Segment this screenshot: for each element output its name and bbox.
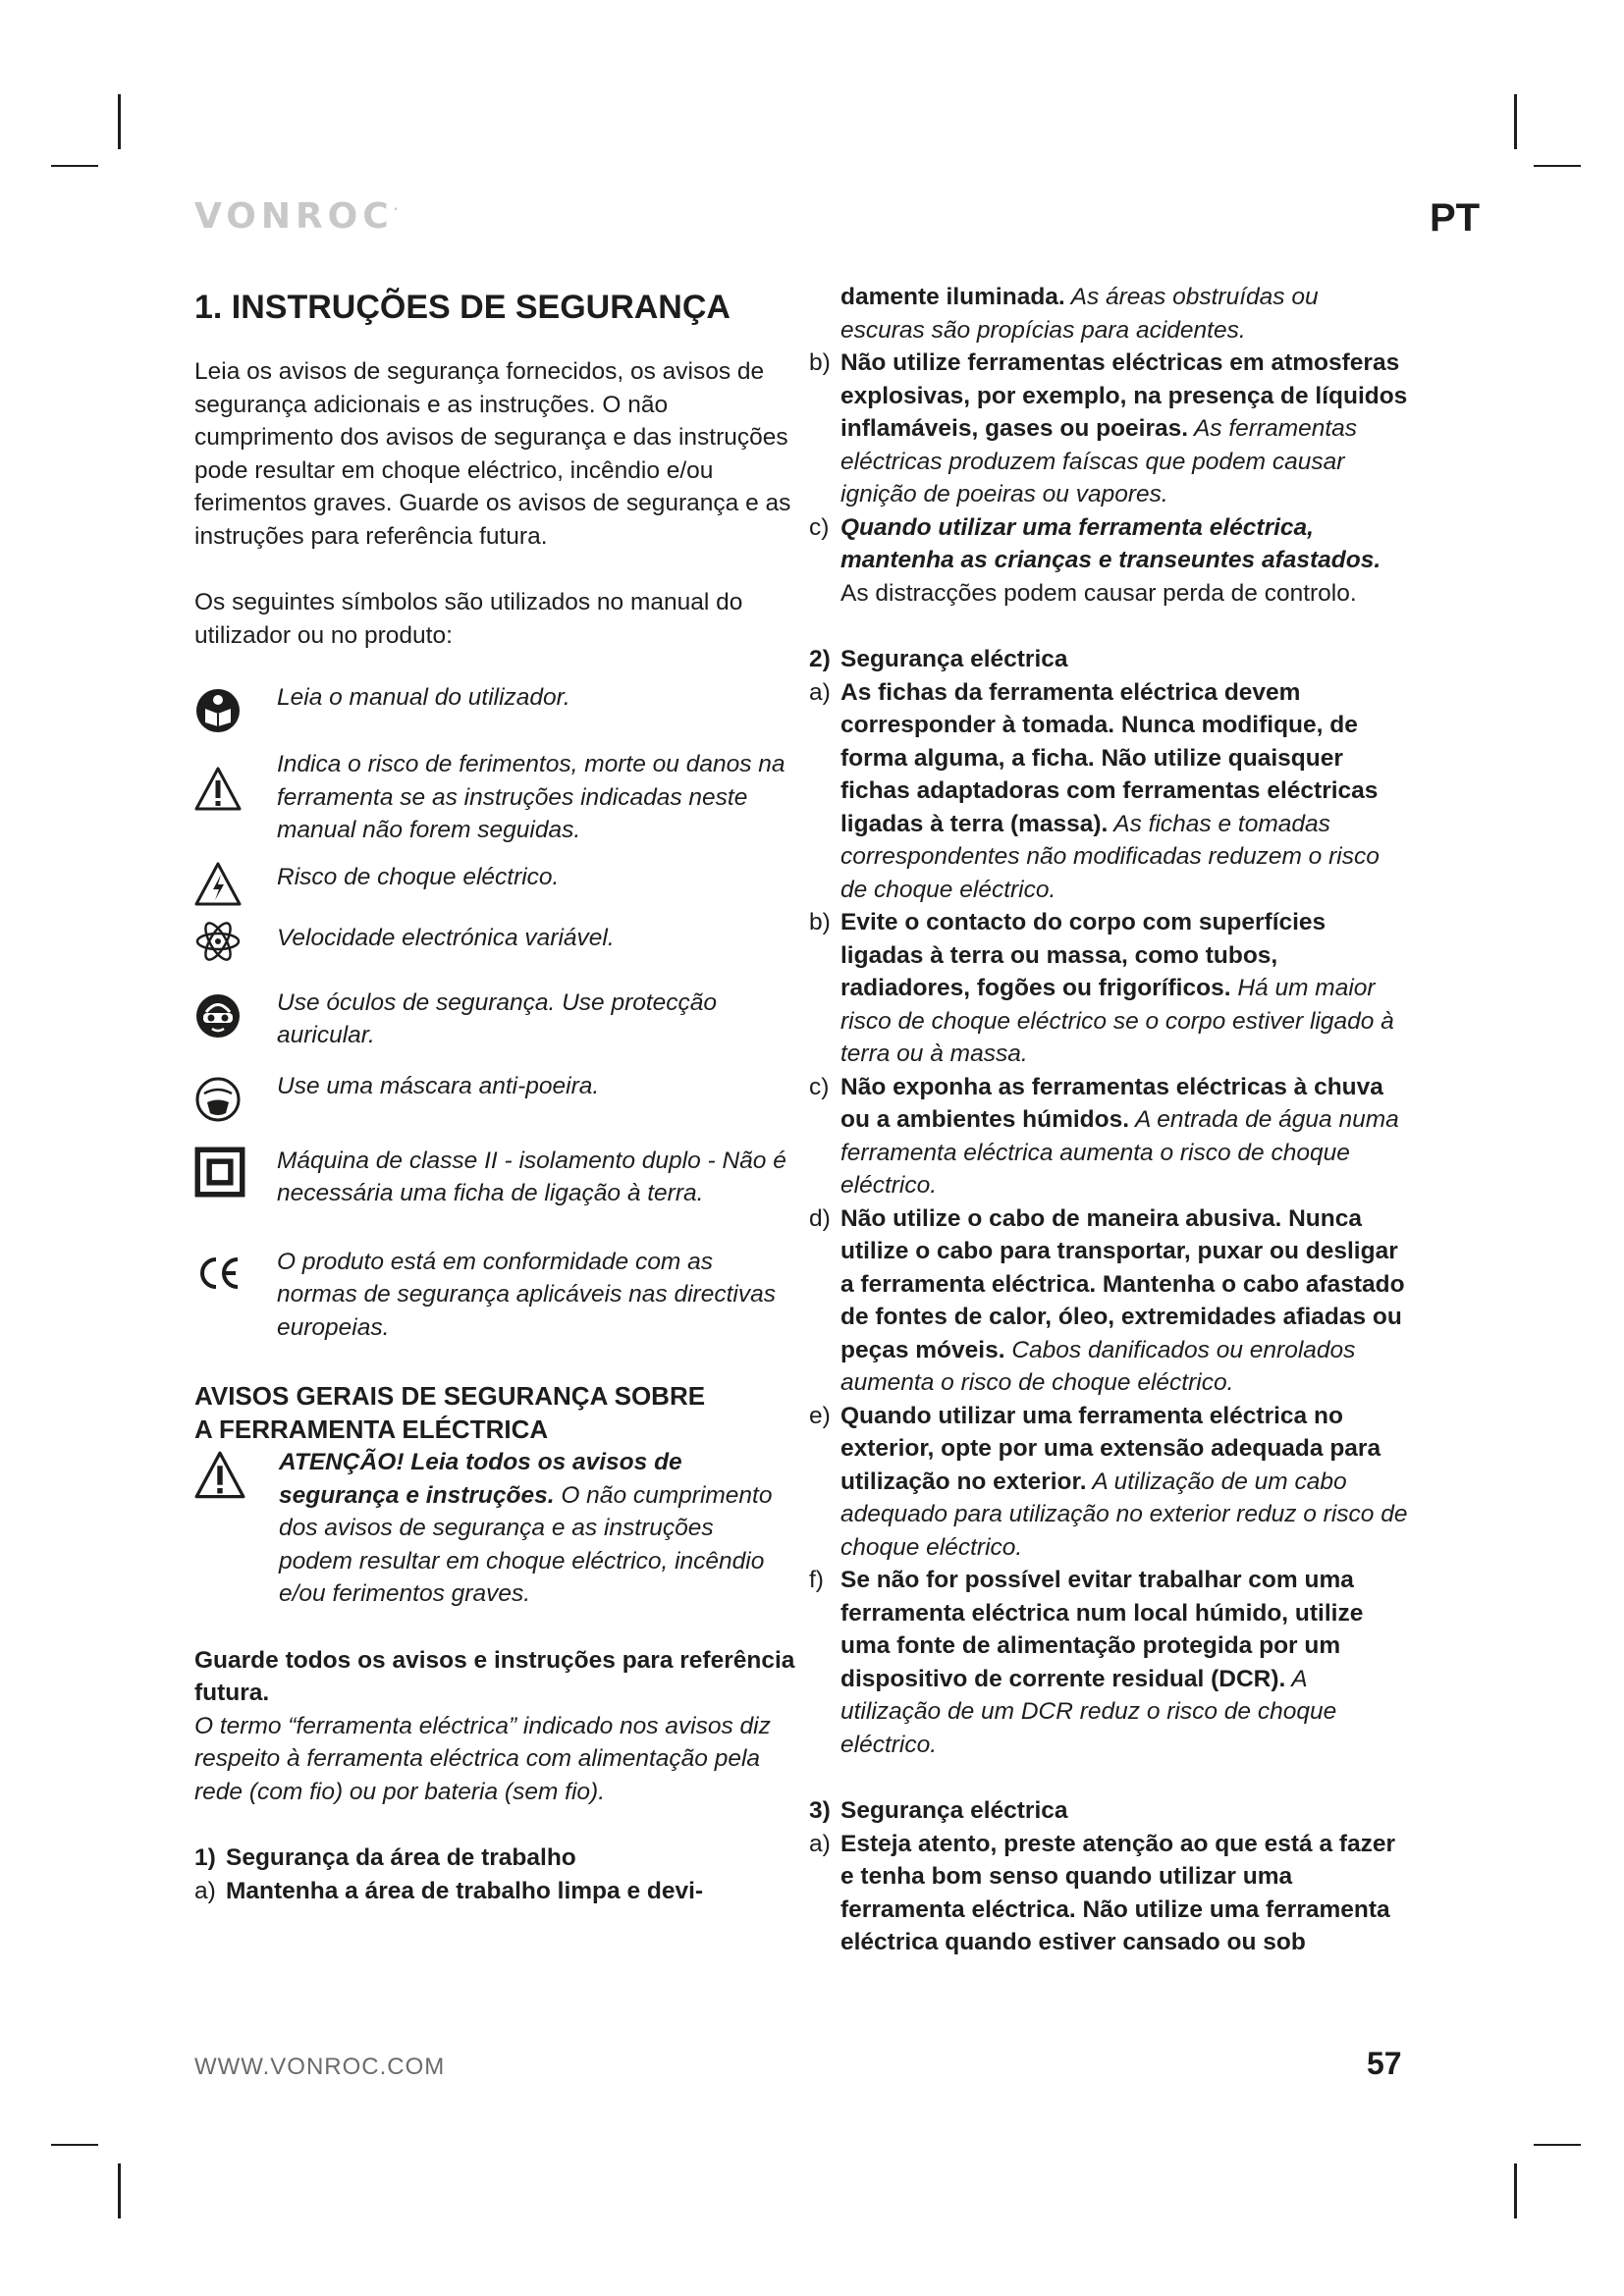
item-bold: Quando utilizar uma ferramenta eléctrica no exterior, opte por uma extensão adequada para utilização no exterior. (840, 1402, 1381, 1495)
item-italic: As fichas e tomadas correspondentes não modificadas reduzem o risco de choque eléctrico. (840, 810, 1380, 903)
section-number: 3) (809, 1797, 831, 1824)
general-heading-line2: A FERRAMENTA ELÉCTRICA (194, 1415, 549, 1444)
crop-mark (1514, 94, 1517, 149)
ce-mark-icon (194, 1250, 242, 1297)
term-note: O termo “ferramenta eléctrica” indicado nos avisos diz respeito à ferramenta eléctrica com alimentação pela rede (com fio) ou por bateria (sem fio). (194, 1712, 771, 1805)
footer-url: WWW.VONROC.COM (194, 2054, 446, 2080)
symbol-row (194, 861, 795, 908)
section-title: Segurança eléctrica (840, 1797, 1068, 1824)
keep-warnings: Guarde todos os avisos e instruções para referência futura. (194, 1646, 795, 1706)
item-italic: A entrada de água numa ferramenta eléctrica aumenta o risco de choque eléctrico. (840, 1106, 1399, 1199)
item-label: c) (809, 513, 830, 541)
list-item (194, 1875, 795, 1908)
section-number: 1) (194, 1844, 216, 1871)
dust-mask-icon (194, 1076, 242, 1123)
list-item (809, 676, 1408, 907)
item-label: d) (809, 1204, 831, 1232)
warning-triangle-icon (194, 766, 242, 813)
list-item (809, 511, 1408, 611)
item-bold: Esteja atento, preste atenção ao que está a fazer e tenha bom senso quando utilizar uma ferramenta eléctrica. Não utilize uma ferramenta eléctrica quando estiver cansado ou sob (840, 1830, 1396, 1955)
warning-rest: O não cumprimento dos avisos de segurança e as instruções podem resultar em choque eléctrico, incêndio e/ou ferimentos graves. (279, 1481, 773, 1607)
item-bold: Não exponha as ferramentas eléctricas à chuva ou a ambientes húmidos. (840, 1073, 1383, 1133)
item-italic: Cabos danificados ou enrolados aumenta o risco de choque eléctrico. (840, 1336, 1356, 1396)
section-heading (809, 1794, 1408, 1828)
item-label: b) (809, 909, 831, 935)
item-label: a) (194, 1877, 216, 1904)
symbol-row (194, 922, 795, 965)
item-bold: Mantenha a área de trabalho limpa e devi- (226, 1877, 704, 1904)
list-item (809, 906, 1408, 1071)
brand-logo (194, 196, 398, 237)
electric-shock-icon (194, 861, 242, 908)
symbol-text: Use óculos de segurança. Use protecção auricular. (277, 988, 718, 1048)
warning-text (279, 1446, 789, 1611)
class-ii-icon (194, 1147, 245, 1194)
item-bold-italic: Quando utilizar uma ferramenta eléctrica, mantenha as crianças e transeuntes afastados. (840, 513, 1381, 573)
item-bold: damente iluminada. (840, 284, 1065, 310)
list-item (809, 347, 1408, 511)
list-item (809, 1202, 1408, 1400)
symbol-text: O produto está em conformidade com as normas de segurança aplicáveis nas directivas europeias. (277, 1248, 776, 1341)
symbol-text: Risco de choque eléctrico. (277, 863, 560, 890)
crop-mark (51, 165, 98, 167)
item-italic: A utilização de um DCR reduz o risco de choque eléctrico. (840, 1665, 1337, 1758)
goggles-earmuffs-icon (194, 992, 242, 1040)
symbol-row (194, 1246, 795, 1345)
general-heading: AVISOS GERAIS DE SEGURANÇA SOBRE (194, 1381, 706, 1411)
section-number: 2) (809, 646, 831, 672)
symbol-text: Leia o manual do utilizador. (277, 684, 570, 711)
item-italic: As áreas obstruídas ou escuras são propícias para acidentes. (840, 284, 1319, 344)
brand-logo-text: VONROC (194, 196, 394, 237)
section-heading (809, 643, 1408, 676)
item-bold: Não utilize ferramentas eléctricas em atmosferas explosivas, por exemplo, na presença de líquidos inflamáveis, gases ou poeiras. (840, 349, 1408, 442)
symbol-row (194, 987, 795, 1052)
item-label: e) (809, 1402, 831, 1429)
item-italic: Há um maior risco de choque eléctrico se o corpo estiver ligado à terra ou à massa. (840, 975, 1394, 1067)
section-title: Segurança eléctrica (840, 646, 1068, 672)
symbol-text: Use uma máscara anti-poeira. (277, 1072, 600, 1099)
section-title: Segurança da área de trabalho (226, 1844, 576, 1871)
crop-mark (118, 2163, 121, 2218)
item-label: f) (809, 1567, 824, 1593)
symbol-text: Indica o risco de ferimentos, morte ou danos na ferramenta se as instruções indicadas neste manual não forem seguidas. (277, 751, 785, 843)
crop-mark (1534, 2144, 1581, 2146)
item-italic: As ferramentas eléctricas produzem faíscas que podem causar ignição de poeiras ou vapores. (840, 415, 1358, 507)
crop-mark (51, 2144, 98, 2146)
warning-block (194, 1446, 795, 1611)
list-item (809, 1071, 1408, 1202)
list-item (809, 1828, 1408, 1959)
symbol-text: Máquina de classe II - isolamento duplo - Não é necessária uma ficha de ligação à terra. (277, 1147, 786, 1206)
item-label: a) (809, 1830, 831, 1857)
item-bold: As fichas da ferramenta eléctrica devem corresponder à tomada. Nunca modifique, de forma alguma, a ficha. Não utilize quaisquer fichas adaptadoras com ferramentas eléctricas ligadas à terra (massa). (840, 678, 1379, 837)
item-label: c) (809, 1073, 830, 1100)
warning-triangle-icon (194, 1450, 245, 1611)
language-code: PT (1430, 196, 1481, 240)
symbol-row (194, 1145, 795, 1210)
item-label: a) (809, 678, 831, 706)
list-item (809, 1400, 1408, 1565)
crop-mark (1534, 165, 1581, 167)
crop-mark (1514, 2163, 1517, 2218)
left-column (194, 281, 795, 1907)
read-manual-icon (194, 687, 242, 734)
item-bold: Não utilize o cabo de maneira abusiva. Nunca utilize o cabo para transportar, puxar ou desligar a ferramenta eléctrica. Mantenha o cabo afastado de fontes de calor, óleo, extremidades afiadas ou peças móveis. (840, 1204, 1405, 1363)
atom-icon (194, 918, 242, 965)
section-heading (194, 1842, 795, 1875)
symbol-text: Velocidade electrónica variável. (277, 924, 615, 951)
crop-mark (118, 94, 121, 149)
trademark-mark: · (393, 202, 399, 216)
item-bold: Evite o contacto do corpo com superfícies ligadas à terra ou massa, como tubos, radiadores, fogões ou frigoríficos. (840, 909, 1326, 1001)
warning-bold: ATENÇÃO! Leia todos os avisos de segurança e instruções. (279, 1449, 682, 1509)
item-bold: Se não for possível evitar trabalhar com uma ferramenta eléctrica num local húmido, utilize uma fonte de alimentação protegida por um dispositivo de corrente residual (DCR). (840, 1567, 1364, 1692)
item-italic: A utilização de um cabo adequado para utilização no exterior reduz o risco de choque eléctrico. (840, 1468, 1408, 1561)
item-label: b) (809, 349, 831, 376)
symbol-row (194, 681, 795, 734)
right-column (809, 281, 1408, 1959)
symbols-intro: Os seguintes símbolos são utilizados no manual do utilizador ou no produto: (194, 589, 743, 649)
page-title: 1. INSTRUÇÕES DE SEGURANÇA (194, 289, 731, 326)
list-item (809, 281, 1408, 347)
item-rest: As distracções podem causar perda de controlo. (840, 579, 1357, 607)
symbol-row (194, 748, 795, 847)
symbol-row (194, 1070, 795, 1123)
intro-paragraph: Leia os avisos de segurança fornecidos, os avisos de segurança adicionais e as instruções. O não cumprimento dos avisos de segurança e das instruções pode resultar em choque eléctrico, incêndio e/ou ferimentos graves. Guarde os avisos de segurança e as instruções para referência futura. (194, 358, 791, 550)
list-item (809, 1564, 1408, 1761)
page-number: 57 (1367, 2046, 1402, 2081)
